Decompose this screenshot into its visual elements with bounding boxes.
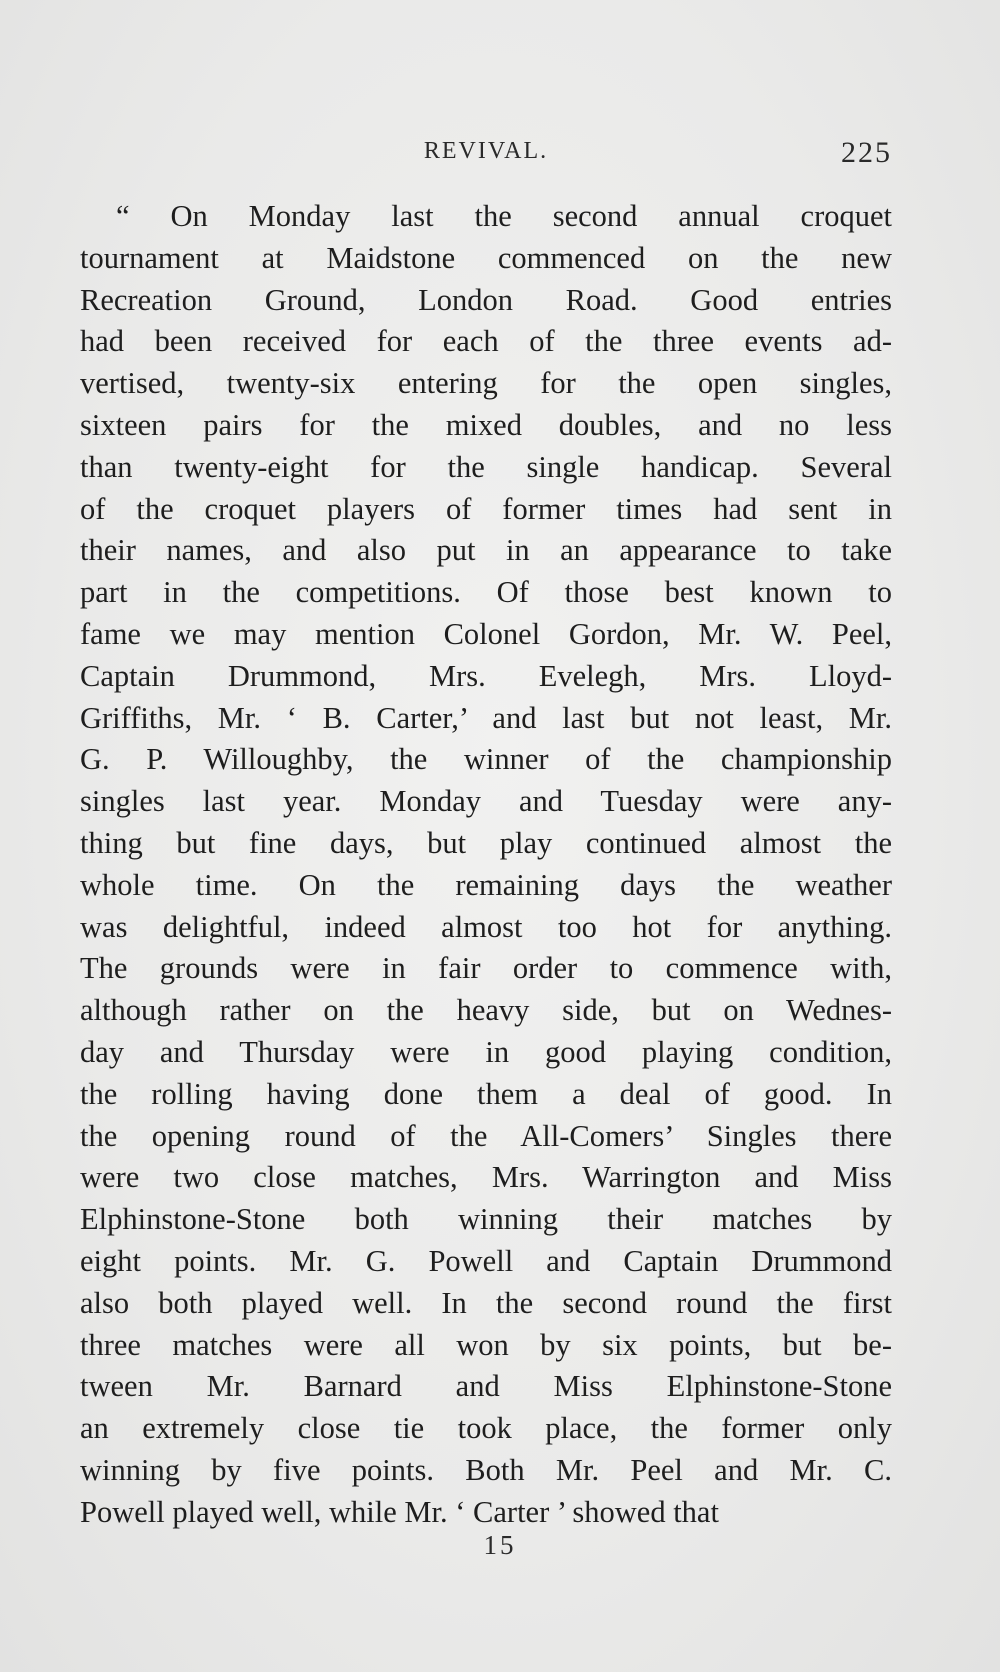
text-line: singles last year. Monday and Tuesday were any- — [80, 784, 892, 819]
text-line: Griffiths, Mr. ‘ B. Carter,’ and last but not least, Mr. — [80, 700, 892, 735]
text-line: whole time. On the remaining days the weather — [80, 867, 892, 902]
text-line: their names, and also put in an appearance to take — [80, 533, 892, 568]
text-line: Elphinstone-Stone both winning their matches by — [80, 1202, 892, 1237]
text-line: the rolling having done them a deal of good. In — [80, 1076, 892, 1111]
text-line: part in the competitions. Of those best known to — [80, 575, 892, 610]
text-line: sixteen pairs for the mixed doubles, and no less — [80, 407, 892, 442]
signature-mark: 15 — [483, 1530, 517, 1560]
text-line: of the croquet players of former times had sent in — [80, 491, 892, 526]
text-line: day and Thursday were in good playing condition, — [80, 1034, 892, 1069]
text-line: three matches were all won by six points, but be- — [80, 1327, 892, 1362]
text-line: tween Mr. Barnard and Miss Elphinstone-Stone — [80, 1369, 892, 1404]
text-line: an extremely close tie took place, the former only — [80, 1411, 892, 1446]
text-line: the opening round of the All-Comers’ Singles there — [80, 1118, 892, 1153]
page-header — [80, 138, 892, 172]
text-line: The grounds were in fair order to commence with, — [80, 951, 892, 986]
text-line: had been received for each of the three events ad- — [80, 324, 892, 359]
text-line: winning by five points. Both Mr. Peel and Mr. C. — [80, 1452, 892, 1487]
text-line: was delightful, indeed almost too hot for anything. — [80, 909, 892, 944]
text-line: tournament at Maidstone commenced on the new — [80, 240, 892, 275]
text-line: were two close matches, Mrs. Warrington and Miss — [80, 1160, 892, 1195]
text-line: Captain Drummond, Mrs. Evelegh, Mrs. Lloyd- — [80, 658, 892, 693]
text-line: Recreation Ground, London Road. Good entries — [80, 282, 892, 317]
text-line: Powell played well, while Mr. ‘ Carter ’ showed that — [80, 1494, 719, 1529]
text-line: G. P. Willoughby, the winner of the championship — [80, 742, 892, 777]
body-text — [80, 196, 892, 1534]
text-line: eight points. Mr. G. Powell and Captain Drummond — [80, 1243, 892, 1278]
text-line: than twenty-eight for the single handicap. Several — [80, 449, 892, 484]
text-line: also both played well. In the second round the first — [80, 1285, 892, 1320]
running-title: REVIVAL. — [423, 138, 549, 164]
page-number: 225 — [841, 136, 892, 169]
text-line: thing but fine days, but play continued almost the — [80, 825, 892, 860]
text-line: fame we may mention Colonel Gordon, Mr. W. Peel, — [80, 616, 892, 651]
text-line: although rather on the heavy side, but on Wednes- — [80, 993, 892, 1028]
text-line: “ On Monday last the second annual croquet — [116, 199, 892, 233]
text-line: vertised, twenty-six entering for the open singles, — [80, 366, 892, 401]
